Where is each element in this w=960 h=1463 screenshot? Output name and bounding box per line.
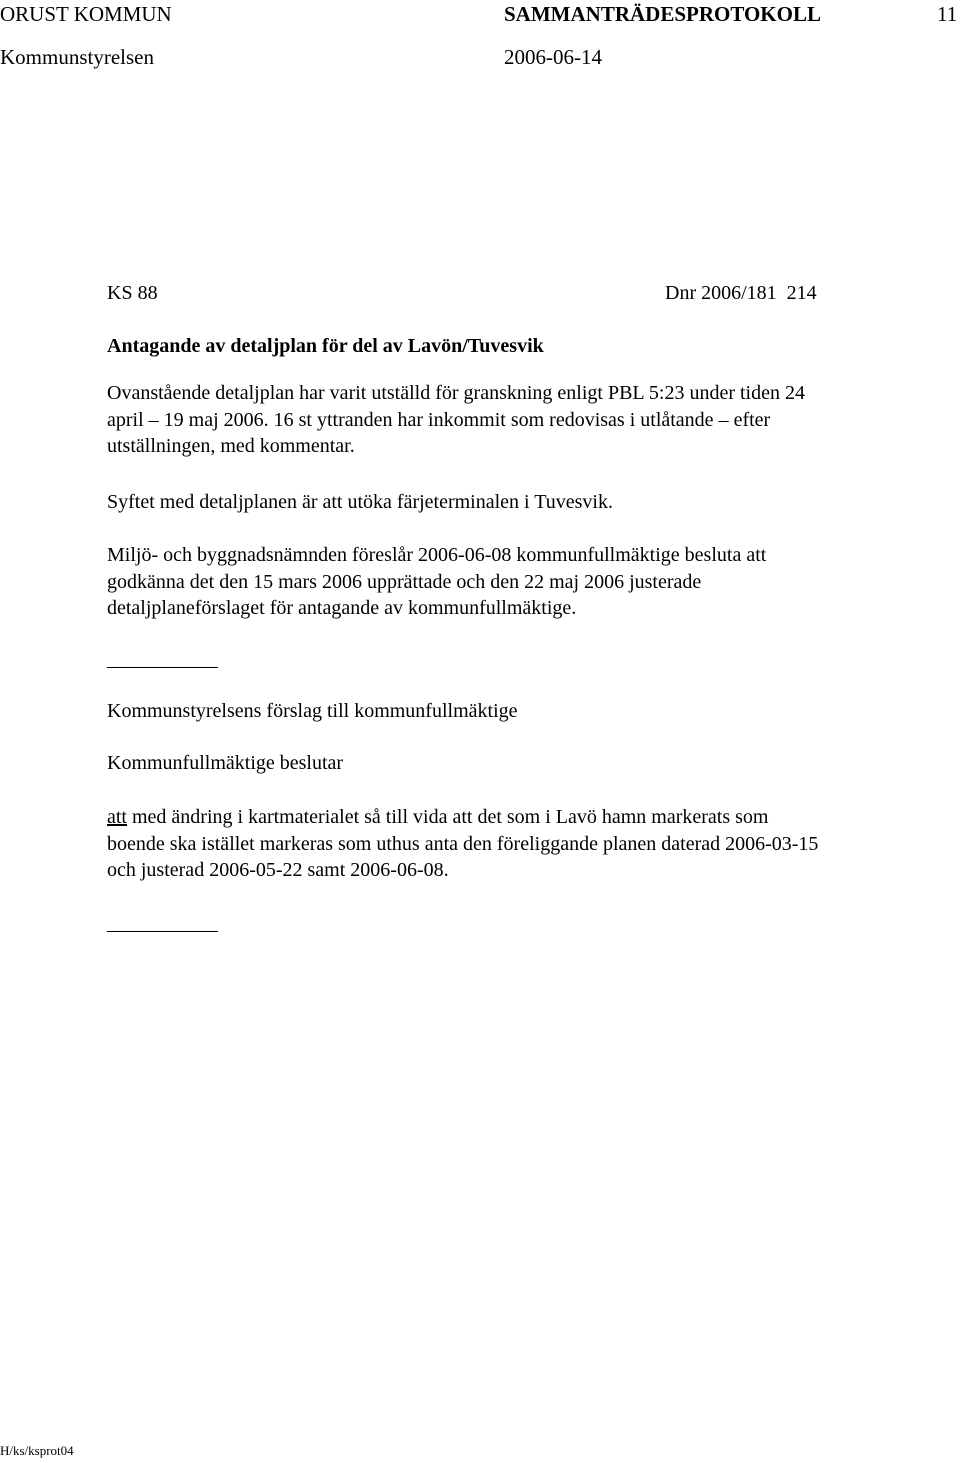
paragraph-line: detaljplaneförslaget för antagande av kommunfullmäktige. <box>107 597 577 619</box>
item-title: Antagande av detaljplan för del av Lavön/Tuvesvik <box>107 335 544 357</box>
meeting-date: 2006-06-14 <box>504 45 602 69</box>
registration-number: Dnr 2006/181 214 <box>665 282 817 304</box>
document-type: SAMMANTRÄDESPROTOKOLL <box>504 2 821 26</box>
paragraph-proposal-mbn <box>107 542 907 622</box>
page-number: 11 <box>937 2 958 26</box>
decision-line <box>107 804 907 831</box>
paragraph-line: april – 19 maj 2006. 16 st yttranden har inkommit som redovisas i utlåtande – efter <box>107 408 771 431</box>
paragraph-line: Ovanstående detaljplan har varit utställd för granskning enligt PBL 5:23 under tiden 24 <box>107 382 805 404</box>
paragraph-exhibition <box>107 380 907 460</box>
paragraph-line: utställningen, med kommentar. <box>107 435 355 457</box>
decision-text <box>107 804 907 884</box>
committee-name: Kommunstyrelsen <box>0 45 154 69</box>
decision-line-text: med ändring i kartmaterialet så till vida att det som i Lavö hamn markerats som <box>127 806 769 828</box>
att-keyword: att <box>107 806 127 828</box>
footer-file-path: H/ks/ksprot04 <box>0 1443 74 1458</box>
separator-line <box>107 667 218 668</box>
paragraph-line: Syftet med detaljplanen är att utöka färjeterminalen i Tuvesvik. <box>107 491 613 513</box>
decision-line: boende ska istället markeras som uthus anta den föreliggande planen daterad 2006-03-15 <box>107 832 819 855</box>
proposal-heading: Kommunstyrelsens förslag till kommunfullmäktige <box>107 700 518 722</box>
decision-line: och justerad 2006-05-22 samt 2006-06-08. <box>107 859 449 881</box>
paragraph-purpose <box>107 489 907 516</box>
decision-intro: Kommunfullmäktige beslutar <box>107 752 344 774</box>
separator-line <box>107 931 218 932</box>
paragraph-number: KS 88 <box>107 282 158 304</box>
paragraph-line: godkänna det den 15 mars 2006 upprättade och den 22 maj 2006 justerade <box>107 570 702 593</box>
paragraph-line: Miljö- och byggnadsnämnden föreslår 2006-06-08 kommunfullmäktige besluta att <box>107 544 767 566</box>
organization-name: ORUST KOMMUN <box>0 2 172 26</box>
